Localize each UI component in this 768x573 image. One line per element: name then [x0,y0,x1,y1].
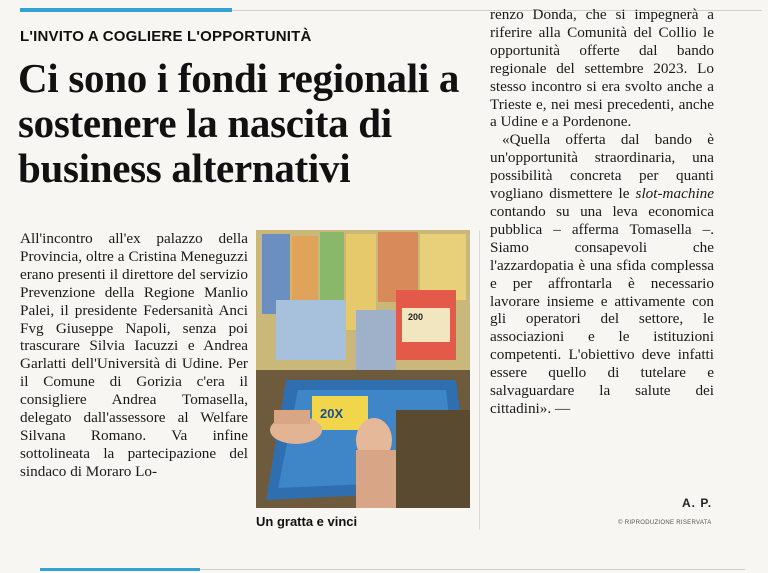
column-2-paragraph-2 [490,131,714,418]
article-column-2 [490,6,714,418]
quote-part-2: contando su una leva economica pubblica – afferma Tomasella –. Siamo consapevoli che l'azzardopatia è una sfida complessa e per affrontarla è necessario lavorare insieme e attivamente con gli operatori del settore, le associazioni e le istituzioni competenti. L'obiettivo deve infatti essere quello di tutelare e salvaguardare la salute dei cittadini». — [490,202,714,417]
author-signature: A. P. [682,496,713,510]
ticket-label-20x: 20X [320,406,344,421]
article-column-1: All'incontro all'ex palazzo della Provincia, oltre a Cristina Meneguzzi erano presenti il direttore del servizio Prevenzione della Regione Manlio Palei, il presidente Federsanità Anci Fvg Giuseppe Napoli, senza poi trascurare Silvia Iacuzzi e Andrea Garlatti dell'Università di Udine. Per il Comune di Gorizia c'era il consigliere Andrea Tomasella, delegato dall'assessore al Welfare Silvana Romano. Va infine sottolineata la partecipazione del sindaco di Moraro Lo- [20,230,248,480]
quote-italic-term: slot-machine [635,185,714,203]
photo-caption: Un gratta e vinci [256,514,358,529]
column-2-paragraph-1: renzo Donda, che si impegnerà a riferire alla Comunità del Collio le opportunità offerte dal bando regionale del settembre 2023. Lo stesso incontro si era svolto anche a Trieste e, nei mesi precedenti, anche a Udine e a Pordenone. [490,6,714,131]
article-headline: Ci sono i fondi regionali a sostenere la nascita di business alternativi [18,55,460,191]
article-kicker: L'INVITO A COGLIERE L'OPPORTUNITÀ [20,28,312,45]
reproduction-note: © RIPRODUZIONE RISERVATA [618,520,712,526]
lottery-photo-illustration [256,230,470,508]
top-accent-bar [20,8,232,12]
column-divider [479,230,480,530]
lottery-photo [256,230,470,508]
quote-part-1: «Quella offerta dal bando è un'opportunità straordinaria, una possibilità concreta per quanti vogliano dismettere le [490,131,714,203]
ticket-label-200: 200 [408,312,424,322]
bottom-accent-bar [40,568,200,571]
bottom-rule [200,569,745,570]
